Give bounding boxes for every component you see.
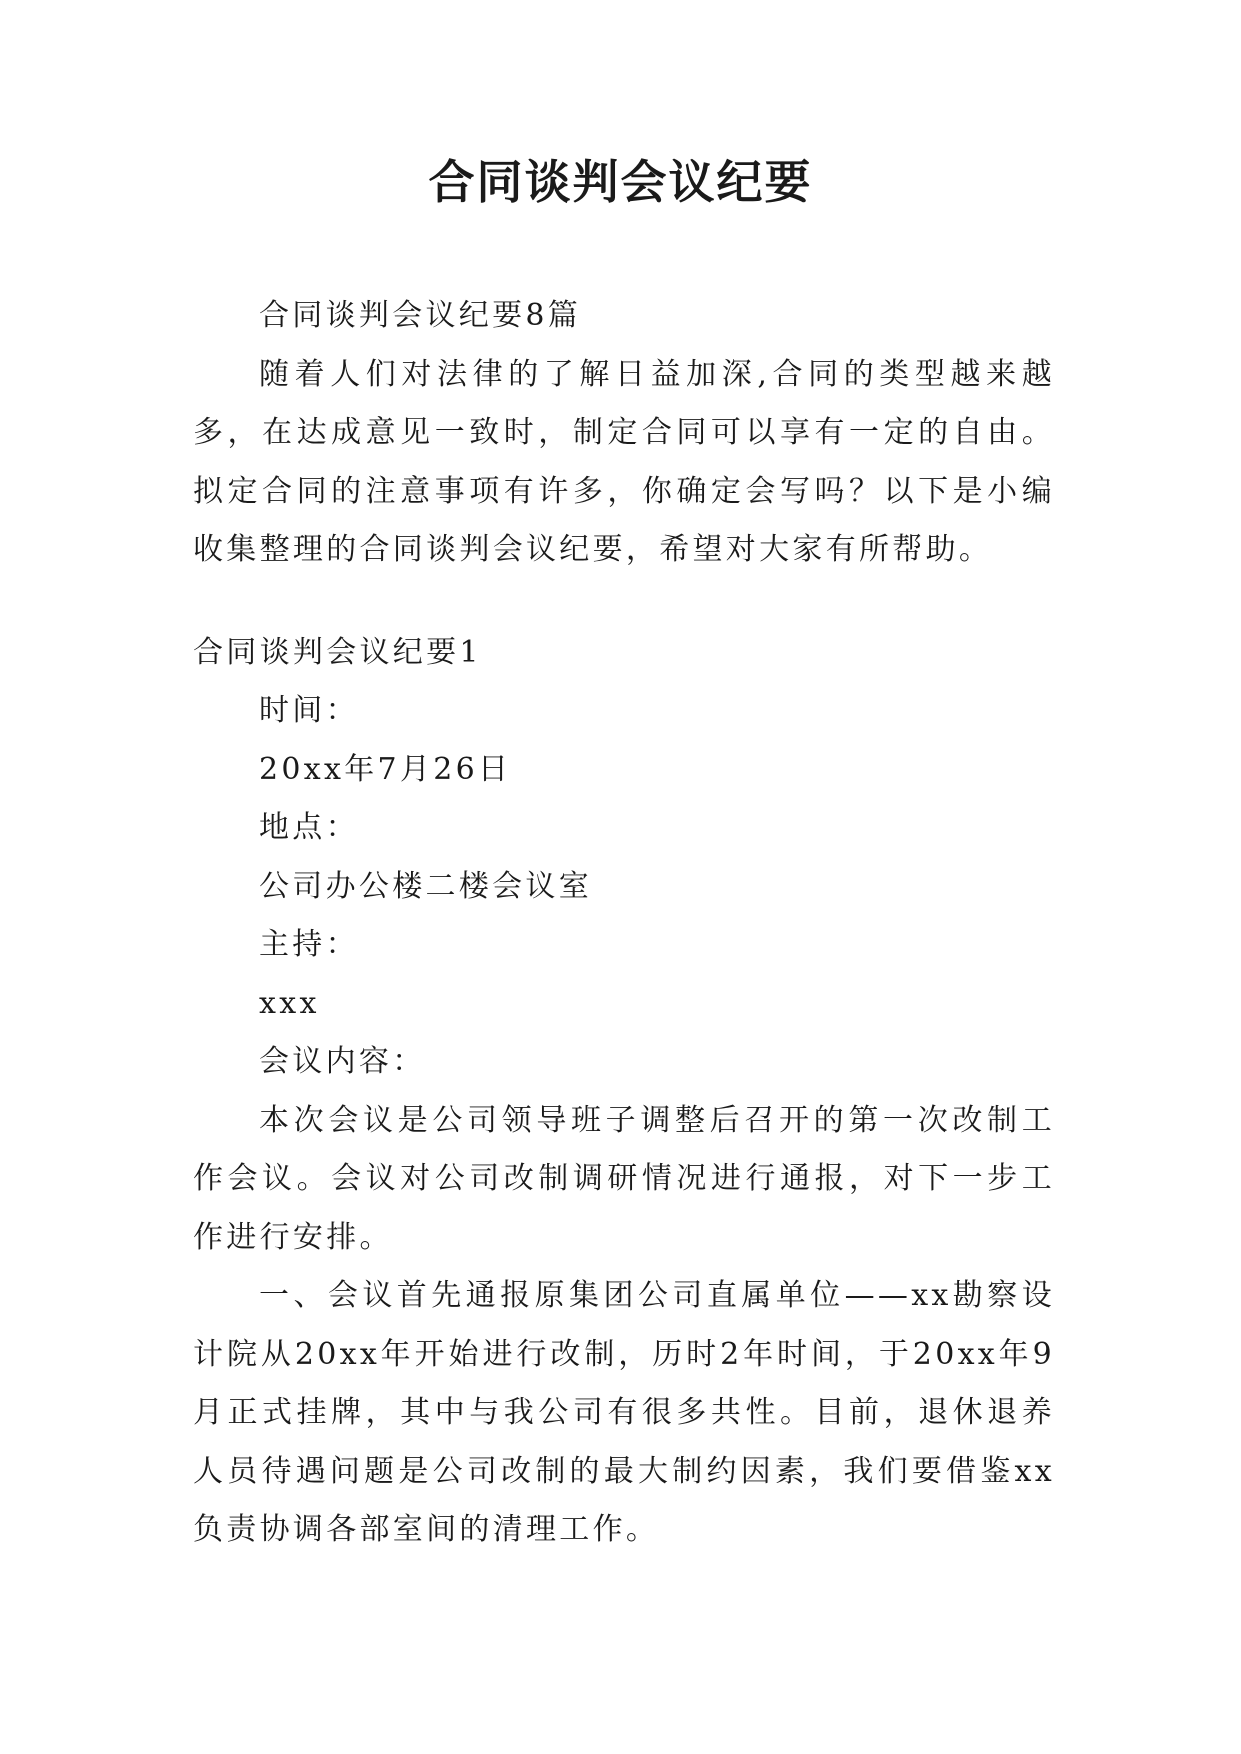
document-title: 合同谈判会议纪要: [428, 155, 813, 209]
place-value: 公司办公楼二楼会议室: [259, 868, 592, 904]
place-label: 地点：: [259, 810, 359, 845]
section-spacer: [193, 580, 1055, 624]
intro-paragraph: 随着人们对法律的了解日益加深,合同的类型越来越多，在达成意见一致时，制定合同可以享有一定的自由。拟定合同的注意事项有许多，你确定会写吗？以下是小编收集整理的合同谈判会议纪要，希望对大家有所帮助。: [193, 356, 1055, 567]
time-label: 时间：: [259, 693, 359, 728]
content-paragraph-2: 一、会议首先通报原集团公司直属单位——xx勘察设计院从20xx年开始进行改制，历时2年时间，于20xx年9月正式挂牌，其中与我公司有很多共性。目前，退休退养人员待遇问题是公司改制的最大制约因素，我们要借鉴xx负责协调各部室间的清理工作。: [193, 1278, 1055, 1547]
content-paragraph-1: 本次会议是公司领导班子调整后召开的第一次改制工作会议。会议对公司改制调研情况进行通报，对下一步工作进行安排。: [193, 1102, 1055, 1255]
subtitle-line: 合同谈判会议纪要8篇: [259, 298, 582, 333]
time-value: 20xx年7月26日: [259, 751, 512, 787]
content-label: 会议内容：: [259, 1044, 426, 1079]
section-heading: 合同谈判会议纪要1: [193, 634, 482, 670]
document-body: [193, 287, 1055, 1560]
host-label: 主持：: [259, 927, 359, 962]
host-value: xxx: [259, 985, 320, 1021]
